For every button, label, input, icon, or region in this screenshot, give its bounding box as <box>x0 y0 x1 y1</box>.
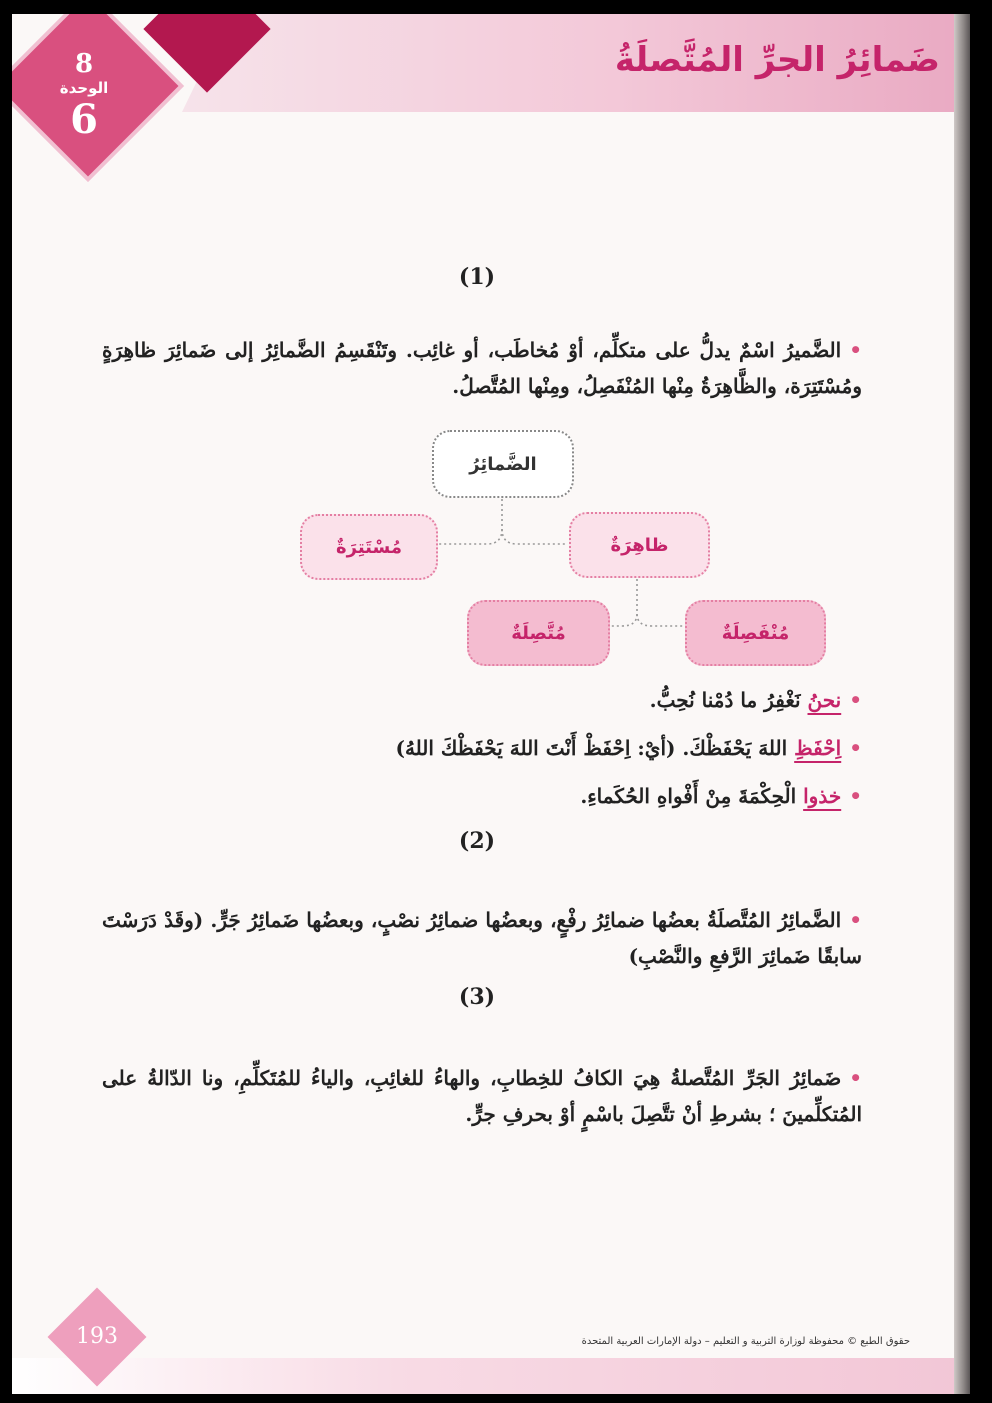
section-2-paragraph <box>102 902 862 974</box>
page-number: 193 <box>76 1324 118 1349</box>
grade-number: 8 <box>74 49 94 79</box>
bullet-icon: • <box>849 784 862 808</box>
page-title: ضَمائِرُ الجرِّ المُتَّصلَةُ <box>614 40 940 80</box>
bullet-icon: • <box>849 688 862 712</box>
example-2 <box>396 736 863 760</box>
diagram-attached-box: مُتَّصِلَةٌ <box>467 600 610 666</box>
bullet-icon: • <box>849 1066 862 1090</box>
diagram-hidden-box: مُسْتَتِرَةٌ <box>300 514 438 580</box>
example-2-highlight: اِحْفَظِ <box>794 736 842 760</box>
diagram-root-box: الضَّمائِرُ <box>432 430 574 498</box>
diagram-visible-box: ظاهِرَةٌ <box>569 512 710 578</box>
example-3 <box>580 784 862 808</box>
section-1-number: (1) <box>458 264 496 290</box>
unit-label: الوحدة <box>59 79 109 97</box>
section-3-paragraph <box>102 1060 862 1132</box>
copyright-notice: حقوق الطبع © محفوظة لوزارة التربية و التعليم – دولة الإمارات العربية المتحدة <box>581 1336 910 1347</box>
section-2-text: الضَّمائِرُ المُتَّصلَةُ بعضُها ضمائِرُ رفْعٍ، وبعضُها ضمائِرُ نصْبٍ، وبعضُها ضَمائِرُ جَرٍّ. (وقَدْ دَرَسْتَ سابقًا ضَمائِرَ الرَّفعِ والنَّصْبِ) <box>102 908 862 968</box>
textbook-page <box>12 14 970 1394</box>
bullet-icon: • <box>849 338 863 362</box>
section-3-text: ضَمائِرُ الجَرِّ المُتَّصلةُ هِيَ الكافُ للخِطابِ، والهاءُ للغائِبِ، والياءُ للمُتَكلِّمِ، ونا الدّالةُ على المُتكلِّمينَ ؛ بشرطِ أنْ تتَّصِلَ باسْمٍ أوْ بحرفِ جرٍّ. <box>102 1066 862 1126</box>
example-3-text: الْحِكْمَةَ مِنْ أَفْواهِ الحُكَماءِ. <box>580 784 797 808</box>
example-2-text: اللهَ يَحْفَظْكَ. (أيْ: اِحْفَظْ أَنْتَ اللهَ يَحْفَظْكَ اللهُ) <box>395 736 788 760</box>
section-2-number: (2) <box>458 828 496 854</box>
footer-band <box>12 1358 970 1394</box>
section-1-text: الضَّميرُ اسْمٌ يدلُّ على متكلِّم، أوْ مُخاطَب، أو غائِب. وتَنْقَسِمُ الضَّمائِرُ إلى ضَمائِرَ ظاهِرَةٍ ومُسْتَتِرَة، والظَّاهِرَةُ مِنْها المُنْفَصِلُ، ومِنْها المُتَّصلُ. <box>102 338 862 398</box>
example-3-highlight: خذوا <box>803 784 842 808</box>
diagram-separate-box: مُنْفَصِلَةٌ <box>685 600 826 666</box>
example-1 <box>650 688 862 712</box>
section-3-number: (3) <box>458 984 496 1010</box>
bullet-icon: • <box>849 908 862 932</box>
bullet-icon: • <box>849 736 862 760</box>
example-1-highlight: نحنُ <box>807 688 842 712</box>
example-1-text: نَغْفِرُ ما دُمْنا نُحِبُّ. <box>649 688 801 712</box>
book-spine-shadow <box>954 14 970 1394</box>
unit-number: 6 <box>70 96 98 143</box>
